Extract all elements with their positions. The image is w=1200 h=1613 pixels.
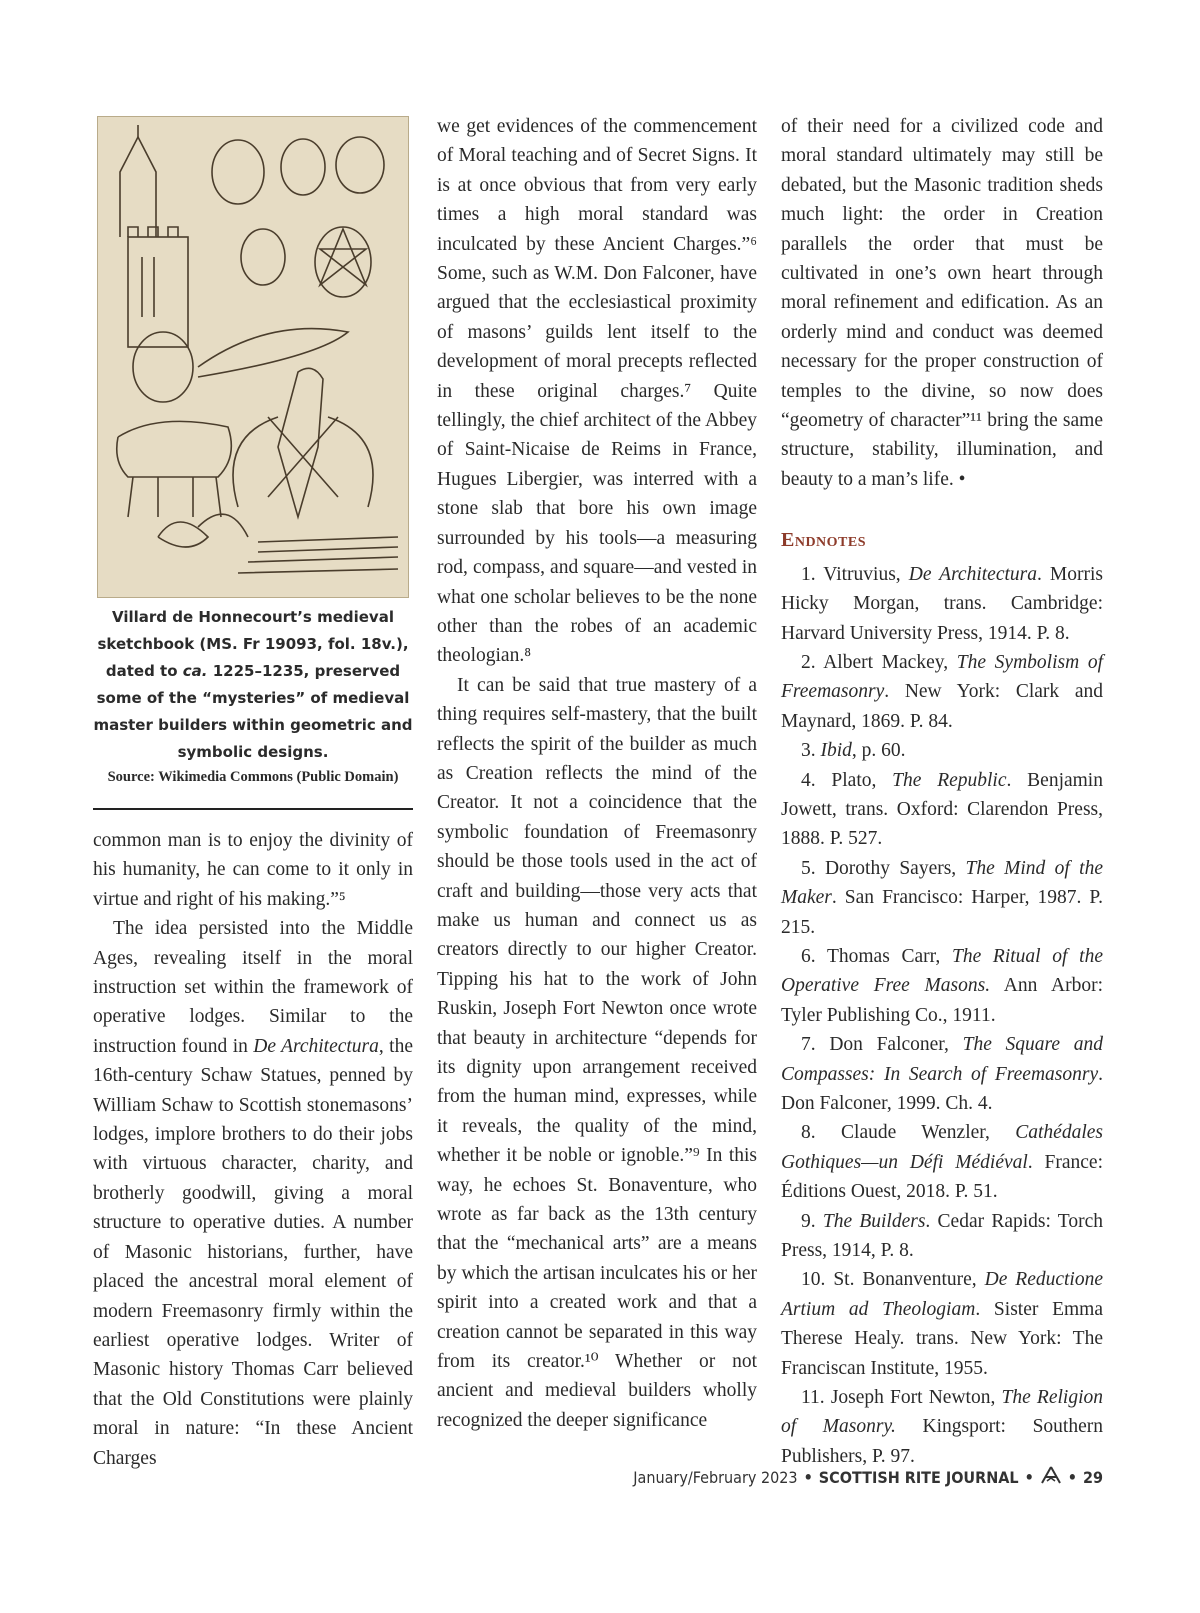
column-3 [781, 112, 1103, 1471]
endnote: 7. Don Falconer, The Square and Compasses: In Search of Freemasonry. Don Falconer, 1999. Ch. 4. [781, 1034, 1103, 1114]
figure-caption: Villard de Honnecourt’s medieval sketchbook (MS. Fr 19093, fol. 18v.), dated to ca. 1225–1235, preserved some of the “mysteries” of medieval master builders within geometric and symbolic designs. [93, 608, 413, 761]
endnote: 11. Joseph Fort Newton, The Religion of Masonry. Kingsport: Southern Publishers, P. 97. [781, 1387, 1103, 1467]
double-eagle-icon [1040, 1466, 1062, 1488]
divider [93, 808, 413, 810]
separator: • [1067, 1467, 1077, 1487]
endnote: 4. Plato, The Republic. Benjamin Jowett, trans. Oxford: Clarendon Press, 1888. P. 527. [781, 769, 1103, 850]
endnote: 9. The Builders. Cedar Rapids: Torch Press, 1914, P. 8. [781, 1210, 1103, 1262]
endnotes-heading: Endnotes [781, 529, 867, 552]
endnote: 8. Claude Wenzler, Cathédales Gothiques—un Défi Médiéval. France: Éditions Ouest, 2018. P. 51. [781, 1122, 1103, 1203]
endnote: 2. Albert Mackey, The Symbolism of Freemasonry. New York: Clark and Maynard, 1869. P. 84. [781, 651, 1103, 732]
endnote: 10. St. Bonanventure, De Reductione Artium ad Theologiam. Sister Emma Therese Healy. trans. New York: The Franciscan Institute, 1955. [781, 1269, 1103, 1379]
sketchbook-image [97, 116, 409, 598]
endnote: 3. Ibid, p. 60. [801, 740, 906, 762]
column-2 [437, 112, 757, 1435]
paragraph: It can be said that true mastery of a thing requires self-mastery, that the built reflects the spirit of the builder as much as Creation reflects the mind of the Creator. It not a coincidence that the symbolic foundation of Freemasonry should be those tools used in the act of craft and building—those very acts that make us human and connect us as creators directly to our higher Creator. Tipping his hat to the work of John Ruskin, Joseph Fort Newton once wrote that beauty in architecture “depends for its dignity upon arrangement received from the human mind, expresses, while it reveals, the quality of the mind, whether it be noble or ignoble.”⁹ In this way, he echoes St. Bonaventure, who wrote as far back as the 13th century that the “mechanical arts” are a means by which the artisan inculcates his or her spirit into a created work and that a creation cannot be separated in this way from its creator.¹⁰ Whether or not ancient and medieval builders wholly recognized the deeper significance [437, 674, 757, 1431]
journal-title: SCOTTISH RITE JOURNAL [818, 1467, 1019, 1487]
paragraph: we get evidences of the commencement of Moral teaching and of Secret Signs. It is at once obvious that from very early times a high moral standard was inculcated by these Ancient Charges.”⁶ Some, such as W.M. Don Falconer, have argued that the ecclesiastical proximity of masons’ guilds lent itself to the development of moral precepts reflected in these original charges.⁷ Quite tellingly, the chief architect of the Abbey of Saint-Nicaise de Reims in France, Hugues Libergier, was interred with a stone slab that bore his own image surrounded by his tools—a measuring rod, compass, and square—and vested in what one scholar believes to be the none other than the robes of an academic theologian.⁸ [437, 116, 757, 667]
figure-source: Source: Wikimedia Commons (Public Domain) [107, 769, 399, 785]
issue-date: January/February 2023 [633, 1467, 798, 1487]
column-1 [93, 110, 413, 1473]
endnote: 6. Thomas Carr, The Ritual of the Operative Free Masons. Ann Arbor: Tyler Publishing Co., 1911. [781, 945, 1103, 1026]
separator: • [1024, 1467, 1034, 1487]
page-number: 29 [1082, 1467, 1103, 1487]
paragraph: common man is to enjoy the divinity of his humanity, he can come to it only in virtue and right of his making.”⁵ [93, 830, 413, 910]
paragraph: of their need for a civilized code and moral standard ultimately may still be debated, but the Masonic tradition sheds much light: the order in Creation parallels the order that must be cultivated in one’s own heart through moral refinement and edification. As an orderly mind and conduct was deemed necessary for the proper construction of temples to the divine, so now does “geometry of character”¹¹ bring the same structure, stability, illumination, and beauty to a man’s life. • [781, 116, 1103, 490]
paragraph: The idea persisted into the Middle Ages, revealing itself in the moral instruction set within the framework of operative lodges. Similar to the instruction found in De Architectura, the 16th-century Schaw Statues, penned by William Schaw to Scottish stonemasons’ lodges, implore brothers to do their jobs with virtuous character, charity, and brotherly goodwill, giving a moral structure to operative duties. A number of Masonic historians, further, have placed the ancestral moral element of modern Freemasonry firmly within the earliest operative lodges. Writer of Masonic history Thomas Carr believed that the Old Constitutions were plainly moral in nature: “In these Ancient Charges [93, 918, 414, 1469]
endnote: 5. Dorothy Sayers, The Mind of the Maker. San Francisco: Harper, 1987. P. 215. [781, 857, 1104, 938]
page-footer [633, 1466, 1103, 1488]
endnote: 1. Vitruvius, De Architectura. Morris Hicky Morgan, trans. Cambridge: Harvard University Press, 1914. P. 8. [781, 563, 1103, 644]
endnotes-list [781, 560, 1103, 1472]
separator: • [803, 1467, 813, 1487]
sketchbook-drawing [98, 117, 408, 597]
